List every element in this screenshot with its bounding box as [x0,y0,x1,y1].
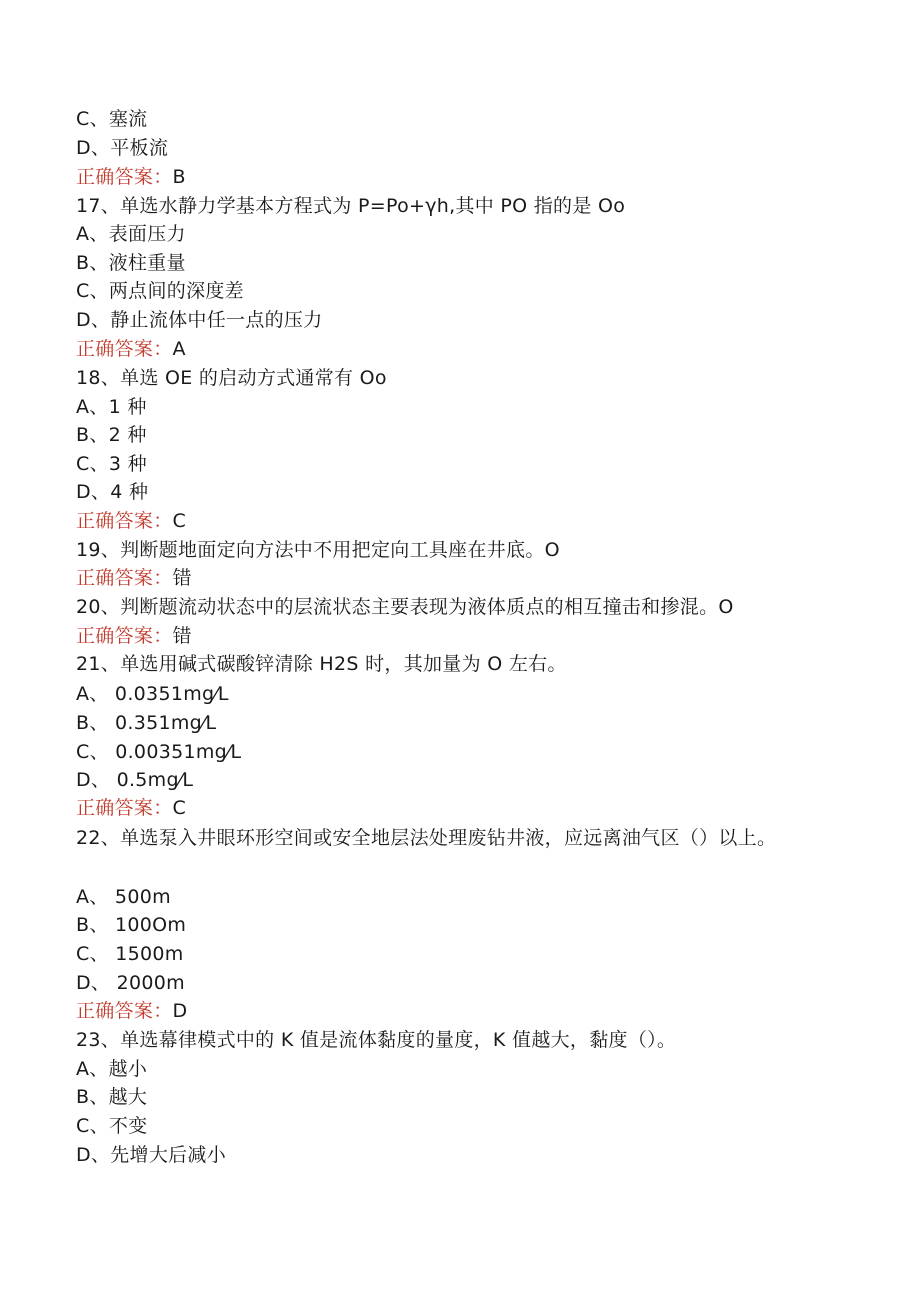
answer-value: A [172,338,186,360]
question-line: 21、单选用碱式碳酸锌清除 H2S 时，其加量为 O 左右。 [76,653,567,675]
option-line: C、塞流 [76,108,148,130]
option-line: A、 500m [76,886,171,908]
answer-line [76,997,836,1025]
option-line: D、先增大后减小 [76,1144,227,1166]
answer-line [76,564,836,592]
answer-line [76,622,836,650]
option-line: B、2 种 [76,424,147,446]
answer-label: 正确答案： [76,797,173,819]
question-line: 20、判断题流动状态中的层流状态主要表现为液体质点的相互撞击和掺混。O [76,596,734,618]
answer-value: B [172,166,186,188]
answer-label: 正确答案： [76,625,173,647]
option-line: A、1 种 [76,396,147,418]
option-line: A、越小 [76,1058,148,1080]
answer-line [76,163,836,191]
answer-value: C [172,510,187,532]
option-line: C、不变 [76,1115,148,1137]
question-line: 19、判断题地面定向方法中不用把定向工具座在井底。O [76,539,560,561]
option-line: D、静止流体中任一点的压力 [76,309,323,331]
option-line: B、液柱重量 [76,252,186,274]
option-line: D、平板流 [76,137,169,159]
option-line: D、 2000m [76,972,185,994]
option-line: A、 0.0351mg⁄L [76,683,229,705]
question-line: 18、单选 OE 的启动方式通常有 Oo [76,367,387,389]
answer-value: 错 [172,567,192,589]
answer-value: C [172,797,187,819]
answer-value: 错 [172,625,192,647]
question-line: 17、单选水静力学基本方程式为 P=Po+γh,其中 PO 指的是 Oo [76,195,626,217]
answer-value: D [172,1000,188,1022]
option-line: C、 0.00351mg⁄L [76,741,242,763]
answer-label: 正确答案： [76,338,173,360]
answer-label: 正确答案： [76,166,173,188]
option-line: D、 0.5mg⁄L [76,769,194,791]
option-line: C、 1500m [76,943,184,965]
option-line: D、4 种 [76,481,149,503]
answer-label: 正确答案： [76,567,173,589]
answer-line [76,794,836,822]
answer-label: 正确答案： [76,510,173,532]
option-line: B、 0.351mg⁄L [76,712,217,734]
answer-label: 正确答案： [76,1000,173,1022]
question-line: 22、单选泵入井眼环形空间或安全地层法处理废钻井液，应远离油气区（）以上。 [76,827,777,849]
option-line: A、表面压力 [76,223,186,245]
answer-line [76,335,836,363]
option-line: B、越大 [76,1086,148,1108]
answer-line [76,507,836,535]
option-line: B、 100Om [76,914,187,936]
option-line: C、3 种 [76,453,147,475]
question-line: 23、单选幕律模式中的 K 值是流体黏度的量度，K 值越大，黏度（）。 [76,1029,677,1051]
option-line: C、两点间的深度差 [76,280,244,302]
